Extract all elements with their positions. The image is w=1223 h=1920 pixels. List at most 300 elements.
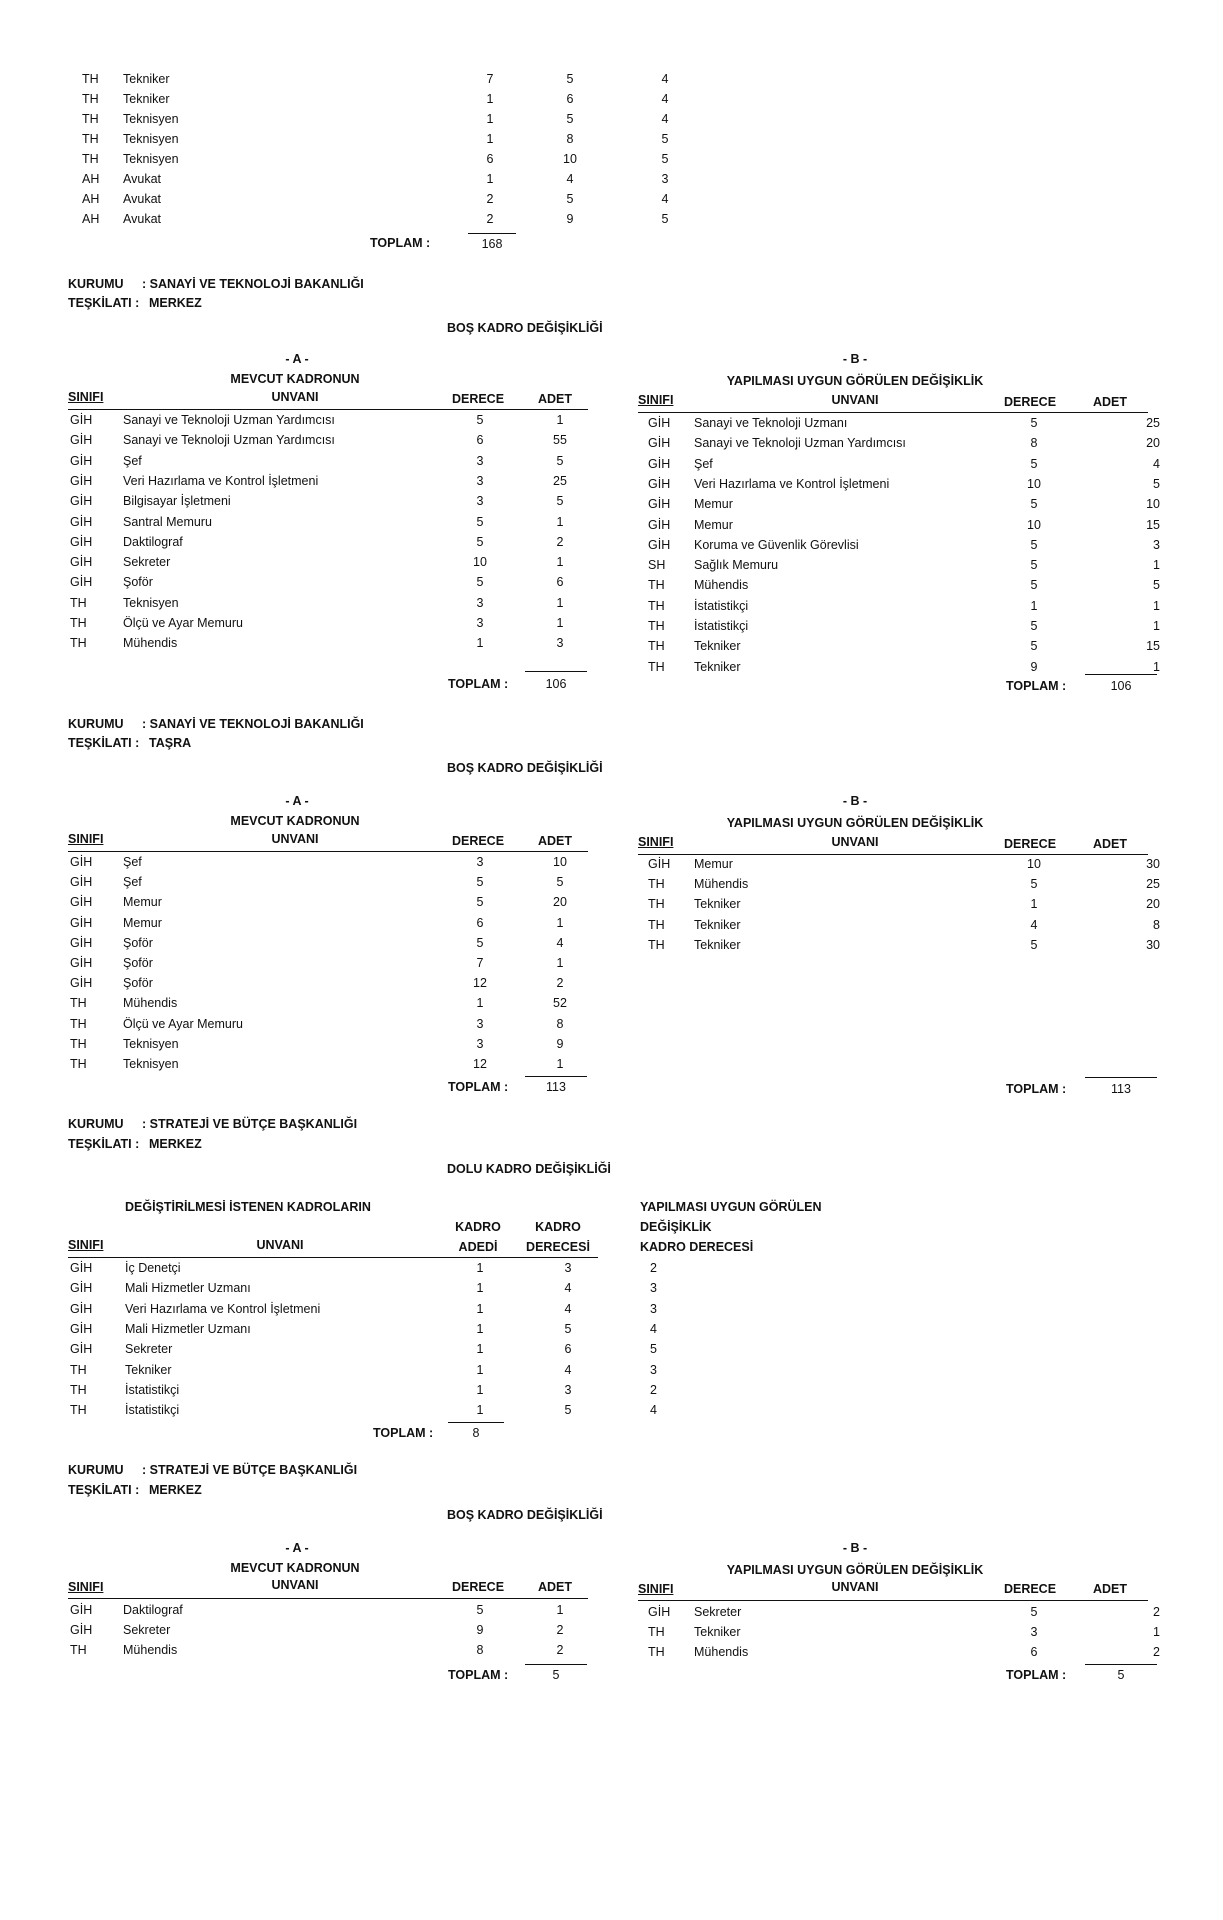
cell-unvan: Memur xyxy=(694,857,733,871)
cell-sinif: TH xyxy=(648,659,665,674)
kurumu-value: : SANAYİ VE TEKNOLOJİ BAKANLIĞI xyxy=(142,277,364,291)
cell-sinif: TH xyxy=(82,72,99,86)
cell-derecesi: 3 xyxy=(564,1382,572,1397)
cell-sinif: TH xyxy=(648,598,665,613)
cell-sinif: GİH xyxy=(70,534,93,549)
cell-adedi: 1 xyxy=(476,1261,484,1275)
b-total-value: 5 xyxy=(1117,1668,1125,1682)
cell-unvan: Teknisyen xyxy=(123,112,179,126)
cell-unvan: Tekniker xyxy=(123,92,170,106)
dolu-total-value: 8 xyxy=(472,1426,480,1440)
cell-yeni-derece: 5 xyxy=(650,1342,657,1357)
cell-yeni-derece: 2 xyxy=(650,1382,657,1397)
cell-derece: 5 xyxy=(1030,456,1038,471)
table-row xyxy=(0,1302,1223,1322)
cell-adet: 1 xyxy=(556,514,564,529)
cell-unvan: Teknisyen xyxy=(123,595,179,610)
cell-sinif: TH xyxy=(70,1036,87,1051)
cell-adet: 1 xyxy=(1153,1625,1160,1639)
cell-sinif: GİH xyxy=(70,1603,93,1617)
cell-derecesi: 3 xyxy=(564,1261,572,1275)
table-row xyxy=(0,92,1223,112)
cell-derece: 3 xyxy=(476,1016,484,1031)
table-row xyxy=(0,436,1223,456)
cell-derece: 6 xyxy=(1030,1645,1038,1659)
b-marker: - B - xyxy=(842,1541,868,1555)
cell-yeni-derece: 3 xyxy=(650,1362,657,1377)
cell-sinif: GİH xyxy=(648,517,671,532)
a-total-rule xyxy=(525,1076,587,1077)
cell-adet: 1 xyxy=(556,956,564,970)
cell-sinif: GİH xyxy=(70,514,93,529)
cell-sinif: GİH xyxy=(648,416,671,430)
cell-col2: 8 xyxy=(566,132,574,146)
cell-sinif: GİH xyxy=(648,537,671,552)
cell-unvan: Memur xyxy=(694,517,733,532)
cell-unvan: Avukat xyxy=(123,192,161,206)
top-total-value: 168 xyxy=(481,237,503,251)
cell-unvan: Tekniker xyxy=(694,937,741,952)
table-row xyxy=(0,915,1223,938)
cell-unvan: Sanayi ve Teknoloji Uzman Yardımcısı xyxy=(123,433,335,448)
b-total-rule xyxy=(1085,1077,1157,1078)
cell-derece: 1 xyxy=(1030,598,1038,613)
cell-sinif: GİH xyxy=(648,1605,671,1619)
b-marker: - B - xyxy=(842,794,868,808)
cell-unvan: Teknisyen xyxy=(123,1036,179,1051)
dolu-total-rule xyxy=(448,1422,504,1423)
b-header-adet: ADET xyxy=(1092,837,1128,851)
cell-unvan: Daktilograf xyxy=(123,534,183,549)
cell-derece: 5 xyxy=(476,575,484,590)
table-row xyxy=(0,192,1223,212)
cell-derece: 5 xyxy=(1030,877,1038,892)
cell-unvan: Tekniker xyxy=(123,72,170,86)
table-row xyxy=(0,132,1223,152)
cell-sinif: GİH xyxy=(70,473,93,488)
cell-sinif: TH xyxy=(648,619,665,633)
cell-sinif: TH xyxy=(70,595,87,610)
cell-adet: 25 xyxy=(1146,416,1160,430)
table-row xyxy=(0,172,1223,192)
cell-adet: 2 xyxy=(556,534,564,549)
cell-derece: 5 xyxy=(1030,497,1038,512)
cell-unvan: İç Denetçi xyxy=(125,1261,181,1275)
a-header-adet: ADET xyxy=(537,392,573,406)
cell-derece: 8 xyxy=(476,1643,484,1657)
cell-sinif: GİH xyxy=(648,476,671,491)
cell-sinif: GİH xyxy=(70,855,93,869)
a-header-sinifi: SINIFI xyxy=(68,1580,104,1594)
cell-adet: 1 xyxy=(1153,558,1160,573)
cell-derece: 4 xyxy=(1030,917,1038,932)
teskilati-value: MERKEZ xyxy=(149,1137,202,1151)
cell-sinif: GİH xyxy=(70,1301,93,1316)
cell-derece: 8 xyxy=(1030,436,1038,451)
b-header-sinifi: SINIFI xyxy=(638,1582,674,1596)
cell-unvan: Sekreter xyxy=(123,555,171,570)
cell-unvan: Mali Hizmetler Uzmanı xyxy=(125,1281,251,1296)
teskilati-value: TAŞRA xyxy=(149,736,192,750)
cell-unvan: İstatistikçi xyxy=(694,619,749,633)
b-total-label: TOPLAM : xyxy=(1006,679,1067,693)
table-row xyxy=(0,152,1223,172)
b-total-rule xyxy=(1085,674,1157,675)
cell-sinif: GİH xyxy=(70,1281,93,1296)
cell-adedi: 1 xyxy=(476,1281,484,1296)
teskilati-label: TEŞKİLATI : xyxy=(68,736,140,750)
table-row xyxy=(0,1383,1223,1403)
a-total-value: 113 xyxy=(546,1080,566,1094)
teskilati-value: MERKEZ xyxy=(149,296,202,310)
a-header-sinifi: SINIFI xyxy=(68,390,104,404)
table-row xyxy=(0,1605,1223,1625)
cell-adet: 1 xyxy=(556,1603,564,1617)
cell-derece: 5 xyxy=(1030,639,1038,654)
table-row xyxy=(0,1645,1223,1665)
cell-derece: 5 xyxy=(476,935,484,950)
table-row xyxy=(0,72,1223,92)
cell-unvan: Mühendis xyxy=(123,1643,178,1657)
dolu-right-heading-2: DEĞİŞİKLİK xyxy=(640,1220,712,1234)
cell-adedi: 1 xyxy=(476,1321,484,1336)
cell-adet: 1 xyxy=(556,595,564,610)
cell-derece: 12 xyxy=(473,976,487,991)
cell-unvan: Daktilograf xyxy=(123,1603,183,1617)
table-row xyxy=(0,538,1223,558)
cell-adet: 10 xyxy=(1146,497,1160,512)
section-title: DOLU KADRO DEĞİŞİKLİĞİ xyxy=(447,1162,611,1176)
cell-unvan: Şoför xyxy=(123,935,153,950)
cell-unvan: Koruma ve Güvenlik Görevlisi xyxy=(694,537,859,552)
b-header-unvani: UNVANI xyxy=(831,393,879,407)
cell-adet: 1 xyxy=(556,413,564,427)
cell-sinif: GİH xyxy=(70,1623,93,1637)
kurumu-label: KURUMU xyxy=(68,717,124,731)
cell-adedi: 1 xyxy=(476,1362,484,1377)
b-marker: - B - xyxy=(842,352,868,366)
cell-adedi: 1 xyxy=(476,1301,484,1316)
b-heading: YAPILMASI UYGUN GÖRÜLEN DEĞİŞİKLİK xyxy=(726,816,984,830)
table-row xyxy=(0,1057,1223,1077)
cell-derece: 1 xyxy=(476,996,484,1011)
cell-sinif: GİH xyxy=(70,956,93,970)
cell-unvan: Mühendis xyxy=(694,1645,749,1659)
a-heading: MEVCUT KADRONUN xyxy=(230,372,360,386)
dolu-total-label: TOPLAM : xyxy=(373,1426,434,1440)
a-total-value: 5 xyxy=(552,1668,560,1682)
cell-yeni-derece: 2 xyxy=(650,1261,657,1275)
cell-derece: 3 xyxy=(476,494,484,509)
cell-derece: 5 xyxy=(1030,937,1038,952)
teskilati-value: MERKEZ xyxy=(149,1483,202,1497)
cell-derece: 5 xyxy=(1030,537,1038,552)
cell-adet: 30 xyxy=(1146,937,1160,952)
cell-derece: 7 xyxy=(476,956,484,970)
cell-col2: 9 xyxy=(566,212,574,226)
cell-col3: 4 xyxy=(661,192,669,206)
cell-unvan: Memur xyxy=(123,895,162,910)
cell-sinif: GİH xyxy=(70,555,93,570)
cell-unvan: Sanayi ve Teknoloji Uzman Yardımcısı xyxy=(123,413,335,427)
dolu-header-rule xyxy=(68,1257,598,1258)
b-header-derece: DERECE xyxy=(1003,395,1057,409)
table-row xyxy=(0,497,1223,517)
kurumu-label: KURUMU xyxy=(68,1463,124,1477)
cell-unvan: Veri Hazırlama ve Kontrol İşletmeni xyxy=(123,473,319,488)
cell-yeni-derece: 4 xyxy=(650,1403,657,1418)
cell-sinif: TH xyxy=(648,917,665,932)
cell-adet: 5 xyxy=(556,453,564,468)
cell-unvan: Santral Memuru xyxy=(123,514,212,529)
cell-derece: 10 xyxy=(1027,857,1041,871)
cell-sinif: TH xyxy=(648,639,665,654)
teskilati-label: TEŞKİLATI : xyxy=(68,1483,140,1497)
table-row xyxy=(0,956,1223,976)
cell-sinif: GİH xyxy=(70,494,93,509)
cell-sinif: GİH xyxy=(648,456,671,471)
table-row xyxy=(0,558,1223,578)
cell-unvan: Mühendis xyxy=(123,996,178,1011)
b-header-sinifi: SINIFI xyxy=(638,393,674,407)
b-header-derece: DERECE xyxy=(1003,837,1057,851)
cell-sinif: TH xyxy=(70,996,87,1011)
cell-adet: 5 xyxy=(1153,476,1160,491)
kurumu-label: KURUMU xyxy=(68,277,124,291)
cell-unvan: Tekniker xyxy=(694,639,741,654)
cell-adet: 4 xyxy=(556,935,564,950)
table-row xyxy=(0,457,1223,477)
cell-derece: 5 xyxy=(476,413,484,427)
cell-sinif: GİH xyxy=(70,413,93,427)
b-total-value: 113 xyxy=(1111,1082,1131,1096)
b-heading: YAPILMASI UYGUN GÖRÜLEN DEĞİŞİKLİK xyxy=(726,374,984,388)
cell-sinif: TH xyxy=(648,897,665,912)
cell-adet: 25 xyxy=(1146,877,1160,892)
cell-derecesi: 4 xyxy=(564,1301,572,1316)
dolu-header-derecesi: DERECESİ xyxy=(526,1240,590,1254)
a-header-rule xyxy=(68,1598,588,1599)
cell-col2: 5 xyxy=(566,192,574,206)
cell-derece: 3 xyxy=(476,453,484,468)
section-title: BOŞ KADRO DEĞİŞİKLİĞİ xyxy=(447,321,603,335)
cell-sinif: GİH xyxy=(70,875,93,890)
cell-derece: 9 xyxy=(1030,659,1038,674)
cell-sinif: TH xyxy=(70,636,87,651)
cell-derece: 3 xyxy=(476,616,484,630)
table-row xyxy=(0,619,1223,639)
table-row xyxy=(0,877,1223,897)
cell-derece: 10 xyxy=(1027,476,1041,491)
cell-unvan: Şef xyxy=(694,456,713,471)
cell-derece: 5 xyxy=(476,875,484,890)
cell-unvan: Sekreter xyxy=(694,1605,742,1619)
cell-derece: 3 xyxy=(1030,1625,1038,1639)
cell-derece: 5 xyxy=(476,534,484,549)
cell-sinif: TH xyxy=(70,1016,87,1031)
cell-sinif: TH xyxy=(70,616,87,630)
cell-adet: 2 xyxy=(556,1623,564,1637)
cell-sinif: GİH xyxy=(70,895,93,910)
cell-adedi: 1 xyxy=(476,1382,484,1397)
cell-adet: 1 xyxy=(556,915,564,930)
cell-col3: 4 xyxy=(661,112,669,126)
cell-yeni-derece: 3 xyxy=(650,1301,657,1316)
cell-unvan: Tekniker xyxy=(694,1625,741,1639)
cell-sinif: TH xyxy=(70,1643,87,1657)
cell-col1: 1 xyxy=(486,92,494,106)
table-row xyxy=(0,1322,1223,1342)
cell-derece: 5 xyxy=(1030,558,1038,573)
cell-col3: 4 xyxy=(661,72,669,86)
cell-sinif: TH xyxy=(70,1362,87,1377)
a-header-rule xyxy=(68,851,588,852)
cell-unvan: Tekniker xyxy=(125,1362,172,1377)
cell-sinif: GİH xyxy=(70,1261,93,1275)
cell-derecesi: 6 xyxy=(564,1342,572,1357)
b-header-rule xyxy=(638,854,1148,855)
cell-unvan: Veri Hazırlama ve Kontrol İşletmeni xyxy=(694,476,890,491)
cell-adet: 10 xyxy=(553,855,567,869)
table-row xyxy=(0,857,1223,877)
cell-sinif: GİH xyxy=(70,453,93,468)
table-row xyxy=(0,1363,1223,1383)
cell-col3: 5 xyxy=(661,152,669,166)
teskilati-label: TEŞKİLATI : xyxy=(68,296,140,310)
cell-sinif: GİH xyxy=(70,976,93,991)
b-total-label: TOPLAM : xyxy=(1006,1668,1067,1682)
cell-col1: 1 xyxy=(486,112,494,126)
cell-unvan: Sekreter xyxy=(123,1623,171,1637)
cell-unvan: Tekniker xyxy=(694,659,741,674)
dolu-right-heading-3: KADRO DERECESİ xyxy=(640,1240,754,1254)
cell-sinif: TH xyxy=(82,132,99,146)
cell-unvan: Şoför xyxy=(123,956,153,970)
table-row xyxy=(0,1037,1223,1057)
cell-unvan: Bilgisayar İşletmeni xyxy=(123,494,231,509)
a-header-unvani: UNVANI xyxy=(271,390,319,404)
cell-sinif: GİH xyxy=(70,915,93,930)
cell-unvan: Sekreter xyxy=(125,1342,173,1357)
b-total-label: TOPLAM : xyxy=(1006,1082,1067,1096)
a-marker: - A - xyxy=(285,794,309,808)
cell-unvan: Avukat xyxy=(123,172,161,186)
cell-sinif: GİH xyxy=(70,935,93,950)
cell-unvan: Teknisyen xyxy=(123,152,179,166)
cell-col1: 1 xyxy=(486,172,494,186)
cell-sinif: SH xyxy=(648,558,666,573)
a-header-derece: DERECE xyxy=(451,834,505,848)
a-header-unvani: UNVANI xyxy=(271,1578,319,1592)
cell-unvan: Memur xyxy=(123,915,162,930)
b-heading: YAPILMASI UYGUN GÖRÜLEN DEĞİŞİKLİK xyxy=(726,1563,984,1577)
a-marker: - A - xyxy=(285,1541,309,1555)
cell-sinif: GİH xyxy=(70,1321,93,1336)
cell-adedi: 1 xyxy=(476,1342,484,1357)
table-row xyxy=(0,1261,1223,1281)
cell-col1: 7 xyxy=(486,72,494,86)
cell-adet: 20 xyxy=(1146,436,1160,451)
cell-derecesi: 4 xyxy=(564,1362,572,1377)
dolu-header-unvani: UNVANI xyxy=(256,1238,304,1252)
cell-sinif: TH xyxy=(648,1625,665,1639)
cell-unvan: Şef xyxy=(123,855,142,869)
cell-sinif: GİH xyxy=(70,1342,93,1357)
cell-col2: 10 xyxy=(563,152,577,166)
cell-unvan: Ölçü ve Ayar Memuru xyxy=(123,616,243,630)
a-header-derece: DERECE xyxy=(451,1580,505,1594)
top-total-label: TOPLAM : xyxy=(370,236,431,250)
b-header-adet: ADET xyxy=(1092,1582,1128,1596)
cell-adet: 8 xyxy=(1153,917,1160,932)
cell-adet: 5 xyxy=(556,494,564,509)
cell-col3: 5 xyxy=(661,212,669,226)
dolu-kadro-1: KADRO xyxy=(455,1220,501,1234)
section-title: BOŞ KADRO DEĞİŞİKLİĞİ xyxy=(447,1508,603,1522)
kurumu-value: : STRATEJİ VE BÜTÇE BAŞKANLIĞI xyxy=(142,1463,358,1477)
cell-unvan: Sağlık Memuru xyxy=(694,558,779,573)
cell-sinif: TH xyxy=(648,877,665,892)
kurumu-value: : SANAYİ VE TEKNOLOJİ BAKANLIĞI xyxy=(142,717,364,731)
cell-derece: 1 xyxy=(1030,897,1038,912)
cell-adet: 20 xyxy=(553,895,567,910)
cell-derece: 3 xyxy=(476,1036,484,1051)
cell-adet: 6 xyxy=(556,575,564,590)
b-header-adet: ADET xyxy=(1092,395,1128,409)
cell-col3: 3 xyxy=(661,172,669,186)
table-row xyxy=(0,477,1223,497)
cell-adet: 25 xyxy=(553,473,567,488)
b-header-unvani: UNVANI xyxy=(831,1580,879,1594)
cell-derece: 6 xyxy=(476,915,484,930)
cell-derece: 5 xyxy=(1030,619,1038,633)
cell-sinif: GİH xyxy=(648,436,671,451)
cell-adet: 2 xyxy=(1153,1645,1160,1659)
b-total-value: 106 xyxy=(1110,679,1132,693)
cell-sinif: GİH xyxy=(70,575,93,590)
cell-derece: 10 xyxy=(1027,517,1041,532)
table-row xyxy=(0,416,1223,436)
cell-col2: 5 xyxy=(566,112,574,126)
a-header-adet: ADET xyxy=(537,834,573,848)
cell-unvan: Şef xyxy=(123,453,142,468)
cell-col3: 5 xyxy=(661,132,669,146)
cell-col2: 4 xyxy=(566,172,574,186)
cell-adet: 9 xyxy=(556,1036,564,1051)
a-total-label: TOPLAM : xyxy=(448,1668,509,1682)
cell-derecesi: 4 xyxy=(564,1281,572,1296)
table-row xyxy=(0,1281,1223,1301)
cell-adet: 20 xyxy=(1146,897,1160,912)
teskilati-label: TEŞKİLATI : xyxy=(68,1137,140,1151)
cell-derece: 3 xyxy=(476,595,484,610)
table-row xyxy=(0,1403,1223,1423)
cell-adet: 3 xyxy=(556,636,564,651)
cell-sinif: TH xyxy=(648,1645,665,1659)
cell-adet: 52 xyxy=(553,996,567,1011)
cell-unvan: İstatistikçi xyxy=(125,1382,180,1397)
cell-derece: 5 xyxy=(1030,1605,1038,1619)
a-header-sinifi: SINIFI xyxy=(68,832,104,846)
a-marker: - A - xyxy=(285,352,309,366)
table-row xyxy=(0,976,1223,996)
cell-unvan: Mühendis xyxy=(694,578,749,593)
table-row xyxy=(0,518,1223,538)
cell-unvan: Tekniker xyxy=(694,917,741,932)
a-header-unvani: UNVANI xyxy=(271,832,319,846)
cell-unvan: Tekniker xyxy=(694,897,741,912)
a-header-rule xyxy=(68,409,588,410)
